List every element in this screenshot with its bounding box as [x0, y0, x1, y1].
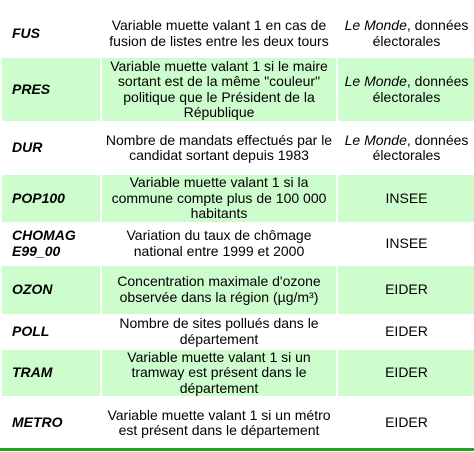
variable-code: POP100	[1, 174, 101, 223]
variable-code	[1, 0, 101, 10]
variable-description: Nombre de mandats effectués par le candidat sortant depuis 1983	[101, 122, 337, 174]
table-row	[1, 10, 474, 57]
source-publication: Le Monde	[344, 17, 407, 33]
variable-description: Nombre de sites pollués dans le département	[101, 315, 337, 349]
variable-source	[337, 265, 474, 315]
variable-source	[337, 122, 474, 174]
source-publication: Le Monde	[344, 73, 407, 89]
source-detail: EIDER	[385, 322, 428, 339]
variable-source	[337, 10, 474, 57]
variable-code: DUR	[1, 122, 101, 174]
table-row	[1, 122, 474, 174]
table-row	[1, 57, 474, 122]
variable-source	[337, 315, 474, 349]
variable-source	[337, 0, 474, 10]
variable-code: PRES	[1, 57, 101, 122]
source-detail: INSEE	[385, 189, 428, 206]
variable-description: Variable muette valant 1 si la commune compte plus de 100 000 habitants	[101, 174, 337, 223]
variable-description: Variable muette valant 1 en cas de fusion de listes entre les deux tours	[101, 10, 337, 57]
variable-source	[337, 223, 474, 265]
source-detail: EIDER	[385, 414, 428, 431]
variable-description: Variable muette valant 1 si un tramway est présent dans le département	[101, 349, 337, 398]
source-detail: EIDER	[385, 280, 428, 297]
table-row	[1, 349, 474, 398]
table-bottom-rule	[0, 448, 474, 451]
variable-code: OZON	[1, 265, 101, 315]
source-publication: Le Monde	[344, 131, 407, 148]
variable-code: CHOMAG E99_00	[1, 223, 101, 265]
variable-source	[337, 397, 474, 449]
table-row	[1, 174, 474, 223]
variable-description: Variation du taux de chômage national entre 1999 et 2000	[101, 223, 337, 265]
variable-code: FUS	[1, 10, 101, 57]
variable-source	[337, 57, 474, 122]
source-detail: , données électorales	[372, 17, 469, 49]
source-detail: , données électorales	[372, 131, 469, 163]
source-detail: , données électorales	[372, 73, 469, 105]
variable-code: POLL	[1, 315, 101, 349]
variable-description: Variable muette valant 1 si le maire sortant est de la même "couleur" politique que le Président de la République	[101, 57, 337, 122]
variable-code: TRAM	[1, 349, 101, 398]
variable-description: Variable muette valant 1 si un métro est présent dans le département	[101, 397, 337, 449]
table-row	[1, 0, 474, 10]
table-row	[1, 265, 474, 315]
variable-source	[337, 174, 474, 223]
table-row	[1, 223, 474, 265]
variable-description: Concentration maximale d'ozone observée dans la région (µg/m³)	[101, 265, 337, 315]
source-detail: EIDER	[385, 364, 428, 380]
variable-code: METRO	[1, 397, 101, 449]
source-detail: INSEE	[385, 234, 428, 251]
variable-description	[101, 0, 337, 10]
table-row	[1, 397, 474, 449]
table-row	[1, 315, 474, 349]
variable-source	[337, 349, 474, 398]
